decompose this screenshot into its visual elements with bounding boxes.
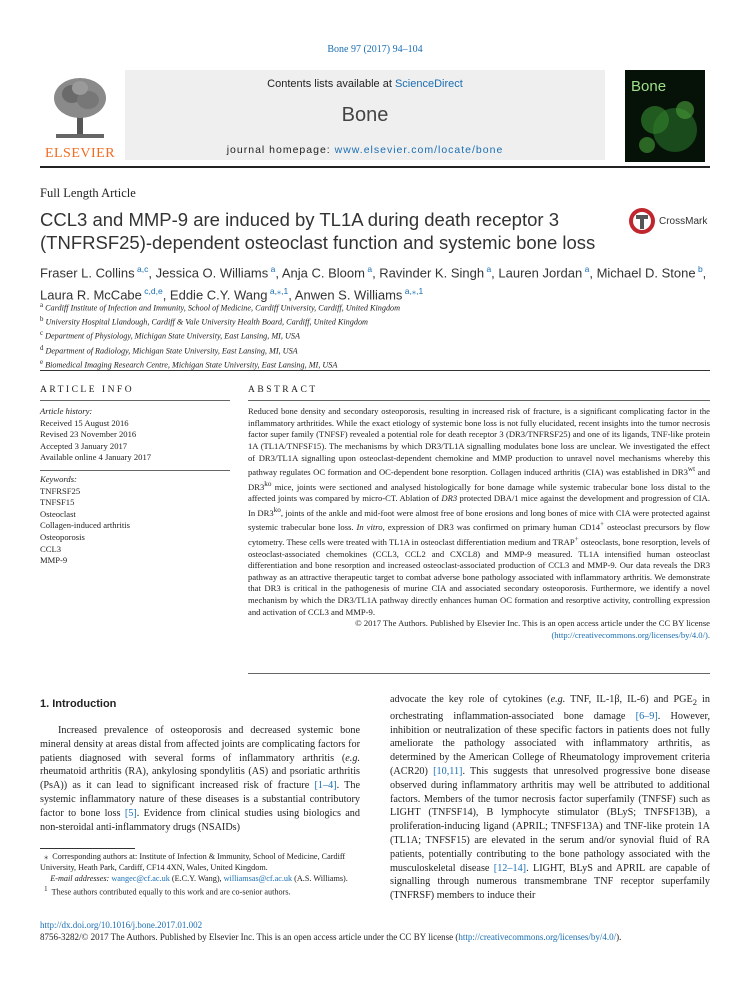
introduction-heading: 1. Introduction: [40, 698, 117, 710]
issn-license-link[interactable]: http://creativecommons.org/licenses/by/4.0/: [458, 932, 617, 942]
keyword-item: MMP-9: [40, 555, 68, 566]
crossmark-label: CrossMark: [659, 216, 708, 227]
author-name[interactable]: Jessica O. Williams: [155, 265, 269, 281]
affiliation-item: $^c$ Department of Physiology, Michigan State University, East Lansing, MI, USA: [40, 330, 300, 342]
email-wang[interactable]: wangec@cf.ac.uk: [111, 874, 170, 883]
author-affiliation-marker[interactable]: c,d,e: [141, 286, 163, 297]
keyword-item: TNFRSF25: [40, 485, 81, 496]
author-name[interactable]: Laura R. McCabe: [40, 287, 142, 303]
journal-name: Bone: [341, 104, 389, 126]
affiliation-item: $^b$ University Hospital Llandough, Cardiff & Vale University Health Board, Cardiff, United Kingdom: [40, 316, 368, 327]
author-affiliation-marker[interactable]: b: [695, 264, 703, 274]
abstract-heading: ABSTRACT: [248, 385, 318, 395]
author-affiliation-marker[interactable]: a: [484, 264, 492, 274]
author-affiliation-marker[interactable]: a,⁎,1: [402, 286, 424, 297]
crossmark-icon: [628, 206, 656, 240]
journal-citation[interactable]: Bone 97 (2017) 94–104: [327, 44, 423, 55]
article-type: Full Length Article: [40, 186, 136, 200]
author-name[interactable]: Michael D. Stone: [596, 265, 696, 281]
cover-title: Bone: [631, 78, 667, 95]
elsevier-logo: [40, 72, 120, 162]
affiliation-item: $^e$ Biomedical Imaging Research Centre, Michigan State University, East Lansing, MI, USA: [40, 358, 338, 370]
journal-cover: [625, 70, 705, 162]
affiliation-list: [40, 300, 710, 371]
author-affiliation-marker[interactable]: a: [268, 264, 276, 274]
email-williams[interactable]: williamsas@cf.ac.uk: [223, 874, 293, 883]
copyright-notice: © 2017 The Authors. Published by Elsevier Inc. This is an open access article under the CC BY license (http://creativecommons.org/licenses/by/4.0/).: [355, 618, 710, 641]
author-name[interactable]: Anja C. Bloom: [281, 265, 365, 281]
crossmark-button[interactable]: [628, 206, 708, 240]
keywords-label: Keywords:: [40, 474, 77, 484]
author-name[interactable]: Ravinder K. Singh: [379, 265, 485, 281]
affiliation-divider: [40, 370, 710, 371]
author-list: Fraser L. Collins $^{a,c}$, Jessica O. Williams $^a$, Anja C. Bloom $^a$, Ravinder K. Singh $^a$, Lauren Jordan $^a$, Michael D. Stone $^b$, Laura R. McCabe $^{c,d,e}$, Eddie C.Y. Wang $^{a,⁎,1}$, Anwen S. Williams $^{a,⁎,1}$: [40, 264, 707, 303]
keyword-item: CCL3: [40, 543, 62, 554]
ref-12-14[interactable]: [12–14]: [493, 862, 527, 874]
author-name[interactable]: Fraser L. Collins: [40, 265, 135, 281]
journal-header: [125, 70, 605, 160]
article-title: CCL3 and MMP-9 are induced by TL1A during death receptor 3 (TNFRSF25)-dependent osteoclast function and systemic bone loss: [40, 209, 596, 253]
issn-license-line: 8756-3282/© 2017 The Authors. Published by Elsevier Inc. This is an open access article under the CC BY license (http://creativecommons.org/licenses/by/4.0/).: [40, 932, 622, 942]
author-affiliation-marker[interactable]: a,c: [134, 264, 149, 274]
ref-1-4[interactable]: [1–4]: [314, 780, 337, 792]
ref-10-11[interactable]: [10,11]: [433, 766, 463, 778]
keywords-block: [40, 474, 230, 567]
abstract-end-rule: [248, 673, 710, 674]
article-history: [40, 406, 230, 464]
journal-homepage: journal homepage: www.elsevier.com/locate/bone: [226, 144, 504, 156]
license-link[interactable]: (http://creativecommons.org/licenses/by/4.0/).: [551, 630, 710, 641]
author-affiliation-marker[interactable]: a,⁎,1: [267, 286, 289, 297]
affiliation-item: $^d$ Department of Radiology, Michigan State University, East Lansing, MI, USA: [40, 344, 298, 356]
author-affiliation-marker[interactable]: a: [364, 264, 373, 274]
abstract-rule: [248, 400, 710, 401]
history-item: Accepted 3 January 2017: [40, 440, 128, 451]
author-affiliation-marker[interactable]: a: [582, 264, 590, 274]
history-item: Revised 23 November 2016: [40, 429, 137, 440]
contents-line: Contents lists available at ScienceDirect: [267, 78, 463, 90]
header-divider: [40, 166, 710, 168]
ref-5[interactable]: [5]: [124, 807, 137, 819]
keyword-item: Osteoclast: [40, 508, 76, 519]
doi-link[interactable]: http://dx.doi.org/10.1016/j.bone.2017.01.002: [40, 920, 203, 930]
keyword-item: TNFSF15: [40, 497, 75, 508]
keyword-item: Collagen-induced arthritis: [40, 520, 130, 531]
article-info-rule: [40, 400, 230, 401]
author-name[interactable]: Lauren Jordan: [498, 265, 583, 281]
footnotes: [40, 851, 360, 898]
intro-left-column: Increased prevalence of osteoporosis and decreased systemic bone mineral density at areas distal from affected joints are complicating factors for patients diagnosed with several forms of inflammatory arthritis (e.g. rheumatoid arthritis (RA), ankylosing spondylitis (AS) and psoriatic arthritis (PsA)) as it can lead to significant increased risk of fracture [1–4]. The systemic inflammatory nature of these diseases is a substantial contributory factor to bone loss [5]. Evidence from clinical studies using biologics and non-steroidal anti-inflammatory drugs (NSAIDs): [40, 725, 361, 833]
elsevier-tree-icon: [52, 76, 108, 140]
abstract-text: Reduced bone density and secondary osteoporosis, resulting in increased risk of fracture, is a significant complicating factor in the inflammatory arthritides. While the exact etiology of systemic bone loss is not fully elucidated, recent insights into the tumor necrosis factor super family (TNFSF) revealed a potential role for death receptor 3 (DR3/TNFRSF25) and one of its ligands, TNF-like protein 1A (TL1A/TNFSF15). The mechanisms by which DR3/TL1A signalling modulates bone loss are unclear. We investigated the effect of DR3/TL1A signalling upon osteoclast-dependent chemokine and MMP production to unravel novel mechanisms whereby this pathway regulates OC formation and OC-dependent bone resorption. Collagen induced arthritis (CIA) was established in $DR3^{wt}$ and $DR3^{ko}$ mice, joints were sectioned and analysed histologically for bone damage while systemic trabecular bone loss distal to the affected joints was compared by micro-CT. Ablation of DR3 protected DBA/1 mice against the development and progression of CIA. In $DR3^{ko}$, joints of the ankle and mid-foot were almost free of bone erosions and long bones of mice with CIA were protected against systemic trabecular bone loss. In vitro, expression of DR3 was confirmed on primary human CD14+ osteoclast precursors by flow cytometry. These cells were treated with TL1A in osteoclast differentiation medium and TRAP+ osteoclasts, bone resorption, levels of osteoclast-associated chemokines (CCL3, CCL2 and CXCL8) and MMP-9 measured. TL1A intensified human osteoclast differentiation and bone resorption and increased osteoclast-associated production of CCL3 and MMP-9. Our data reveals the DR3 pathway as an attractive therapeutic target to combat adverse bone pathology associated with inflammatory arthritis. We demonstrate that DR3 is critical in the pathogenesis of murine CIA and associated secondary osteoporosis. Furthermore, we identify a novel mechanism by which the DR3/TL1A pathway directly enhances human OC formation and resorptive activity, controlling expression and activation of CCL3 and MMP-9. © 2017 The Authors. Published by Elsevier Inc. This is an open access article under the CC BY license (http://creativecommons.org/licenses/by/4.0/).: [248, 406, 711, 641]
author-name[interactable]: Anwen S. Williams: [294, 287, 403, 303]
keyword-item: Osteoporosis: [40, 531, 85, 542]
email-note: E-mail addresses: wangec@cf.ac.uk (E.C.Y. Wang), williamsas@cf.ac.uk (A.S. Williams).: [50, 874, 348, 883]
ref-6-9[interactable]: [6–9]: [635, 710, 658, 722]
article-info-heading: ARTICLE INFO: [40, 385, 135, 395]
history-label: Article history:: [40, 406, 93, 416]
author-name[interactable]: Eddie C.Y. Wang: [169, 287, 268, 303]
homepage-link[interactable]: www.elsevier.com/locate/bone: [334, 144, 504, 156]
co-senior-note: $^1$ These authors contributed equally to this work and are co-senior authors.: [44, 886, 291, 897]
corresponding-author-note: ⁎ Corresponding authors at: Institute of Infection & Immunity, School of Medicine, Cardiff University, Heath Park, Cardiff, CF14 4XN, Wales, United Kingdom.: [40, 852, 346, 872]
footnote-rule: [40, 848, 135, 849]
history-item: Available online 4 January 2017: [40, 452, 152, 463]
keywords-rule: [40, 470, 230, 471]
history-item: Received 15 August 2016: [40, 417, 129, 428]
affiliation-item: $^a$ Cardiff Institute of Infection and Immunity, School of Medicine, Cardiff University, Cardiff, United Kingdom: [40, 302, 401, 313]
elsevier-wordmark: ELSEVIER: [44, 146, 116, 161]
intro-right-column: advocate the key role of cytokines (e.g. TNF, IL-1β, IL-6) and $PGE_2$ in orchestrating inflammation-associated bone damage [6–9]. However, inhibition or neutralization of these specific factors in patients does not fully ameliorate the pathology associated with inflammatory arthritis, as determined by the American College of Rheumatology improvement criteria (ACR20) [10,11]. This suggests that unresolved progressive bone disease observed during inflammatory arthritis may well be attributed to additional factors. Members of the tumor necrosis factor superfamily (TNFSF) such as LIGHT (TNFSF14), B lymphocyte stimulator (BLyS; TNFSF13B), a proliferation-inducing ligand (APRIL; TNFSF13A) and TNF-like protein 1A (TL1A; TNFSF15) are elevated in the serum and/or synovial fluid of RA patients, potentially contributing to the bone pathology associated with the musculoskeletal disease [12–14]. LIGHT, BLyS and APRIL are capable of signalling through numerous transmembrane TNF receptor superfamily (TNFRSF) members to induce their: [390, 694, 710, 902]
sciencedirect-link[interactable]: ScienceDirect: [394, 78, 463, 90]
